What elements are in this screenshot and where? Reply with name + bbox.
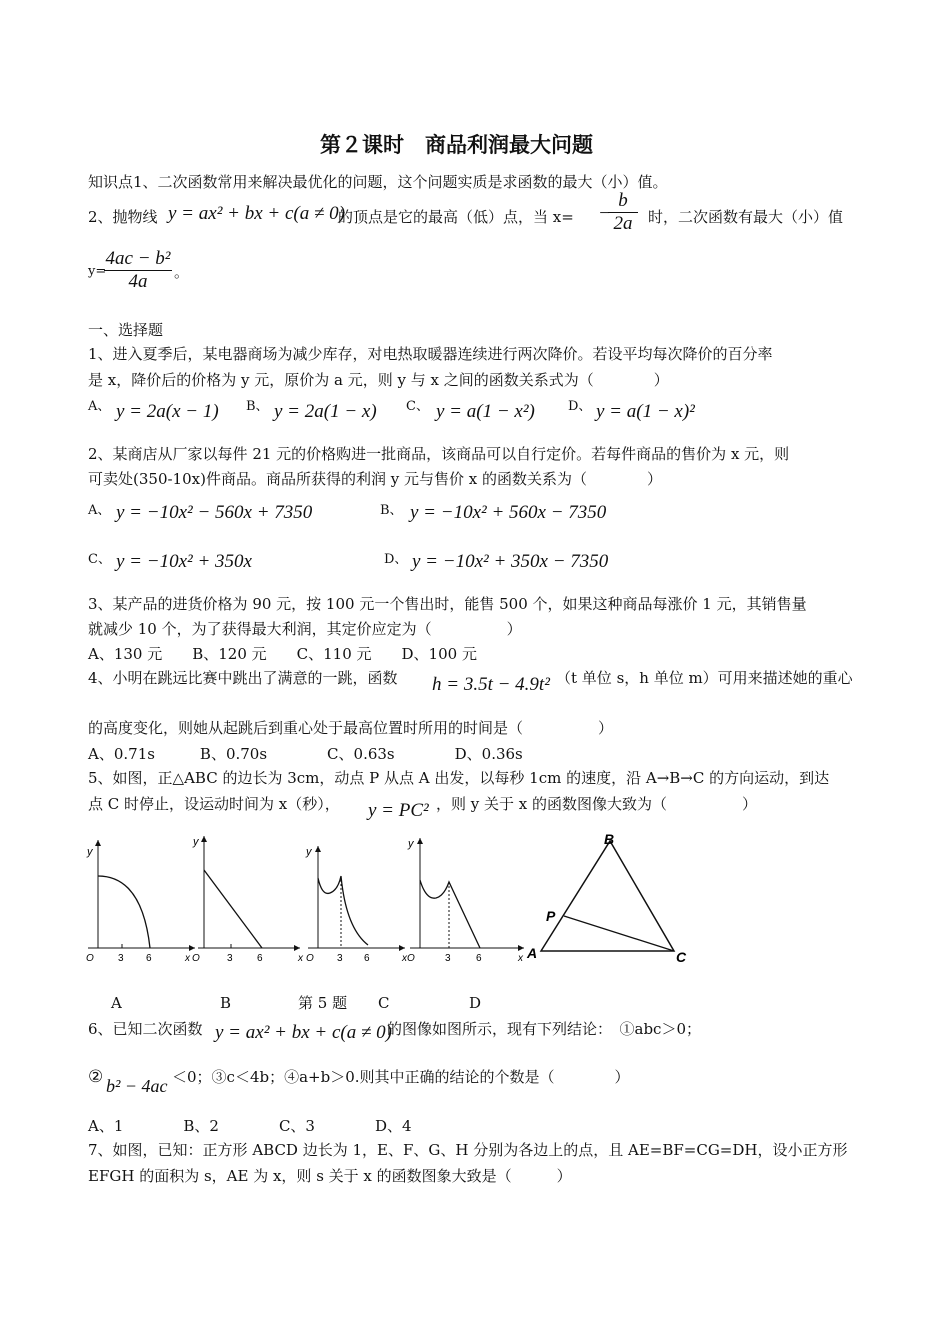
graph-a-tick-6: 6	[146, 953, 152, 964]
q2-option-b: y = −10x² + 560x − 7350	[410, 502, 607, 523]
knowledge-line-1: 知识点1、二次函数常用来解决最优化的问题，这个问题实质是求函数的最大（小）值。	[88, 173, 668, 191]
graph-a-x-label: x	[185, 953, 190, 964]
q3-line-1: 3、某产品的进货价格为 90 元，按 100 元一个售出时，能售 500 个，如果这种商品每涨价 1 元，其销售量	[88, 595, 807, 613]
max-value-numerator: 4ac − b²	[105, 248, 171, 269]
q2-option-c: y = −10x² + 350x	[116, 551, 252, 572]
q7-line-1: 7、如图，已知：正方形 ABCD 边长为 1，E、F、G、H 分别为各边上的点，且 AE=BF=CG=DH，设小正方形	[88, 1141, 848, 1159]
graph-d-y-label: y	[408, 838, 414, 850]
q2-option-d: y = −10x² + 350x − 7350	[412, 551, 609, 572]
triangle-label-a: A	[527, 945, 538, 961]
parabola-formula: y = ax² + bx + c(a ≠ 0)	[168, 203, 345, 224]
graph-d-origin: O	[407, 953, 415, 964]
q2-option-b-label: B、	[380, 503, 403, 518]
q2-option-a-label: A、	[88, 503, 111, 518]
triangle-abc	[526, 831, 687, 965]
q6-line-1-prefix: 6、已知二次函数	[88, 1020, 203, 1038]
knowledge-line-2-suffix: 时，二次函数有最大（小）值	[648, 208, 844, 226]
knowledge-line-2-mid: 的顶点是它的最高（低）点，当 x=	[338, 208, 574, 226]
q4-options: A、0.71s B、0.70s C、0.63s D、0.36s	[88, 745, 523, 763]
max-value-fraction	[104, 248, 172, 293]
q6-formula: y = ax² + bx + c(a ≠ 0)	[215, 1022, 392, 1043]
q6-line-2-suffix: ＜0；③c＜4b；④a+b＞0.则其中正确的结论的个数是（ ）	[172, 1068, 630, 1086]
q5-figures	[0, 828, 950, 978]
q4-formula: h = 3.5t − 4.9t²	[432, 674, 550, 695]
graph-c-y-label: y	[306, 846, 312, 858]
graph-c-curve	[318, 876, 368, 945]
triangle-label-c: C	[676, 949, 687, 965]
q5-line-1: 5、如图，正△ABC 的边长为 3cm，动点 P 从点 A 出发，以每秒 1cm 的速度，沿 A→B→C 的方向运动，到达	[88, 769, 830, 787]
graph-b-line	[204, 870, 262, 948]
graph-b-origin: O	[192, 953, 200, 964]
graph-d-x-label: x	[518, 953, 523, 964]
q1-line-1: 1、进入夏季后，某电器商场为减少库存，对电热取暖器连续进行两次降价。若设平均每次降价的百分率	[88, 345, 773, 363]
vertex-x-denominator: 2a	[608, 212, 638, 235]
graph-c-tick-3: 3	[337, 953, 343, 964]
q6-discriminant: b² − 4ac	[106, 1076, 168, 1096]
q1-option-a: y = 2a(x − 1)	[116, 401, 219, 422]
q3-options: A、130 元 B、120 元 C、110 元 D、100 元	[88, 645, 477, 663]
max-value-prefix: y=	[88, 264, 107, 279]
graph-c-origin: O	[306, 953, 314, 964]
triangle-label-p: P	[546, 908, 556, 924]
q6-line-2-circle: ②	[88, 1067, 104, 1087]
q6-line-1-suffix: 的图像如图所示，现有下列结论： ①abc＞0；	[387, 1020, 701, 1038]
caption-c: C	[378, 994, 390, 1012]
q5-line-2-prefix: 点 C 时停止，设运动时间为 x（秒），	[88, 795, 340, 813]
graph-b-x-label: x	[298, 953, 303, 964]
graph-d-tick-3: 3	[445, 953, 451, 964]
graph-c-tick-6: 6	[364, 953, 370, 964]
graph-c-x-label: x	[402, 953, 407, 964]
q1-line-2: 是 x，降价后的价格为 y 元，原价为 a 元，则 y 与 x 之间的函数关系式为（ ）	[88, 371, 669, 389]
graph-d	[407, 838, 524, 964]
q4-line-1-prefix: 4、小明在跳远比赛中跳出了满意的一跳，函数	[88, 669, 398, 687]
section-title: 一、选择题	[88, 321, 164, 339]
vertex-x-sign: −	[598, 203, 611, 224]
graph-d-curve	[420, 880, 480, 948]
vertex-x-numerator: b	[618, 190, 628, 211]
q2-option-c-label: C、	[88, 552, 111, 567]
graph-a	[86, 840, 195, 964]
caption-b: B	[220, 994, 232, 1012]
q4-line-2: 的高度变化，则她从起跳后到重心处于最高位置时所用的时间是（ ）	[88, 719, 614, 737]
q1-option-c: y = a(1 − x²)	[436, 401, 535, 422]
q5-formula: y = PC²	[368, 800, 429, 821]
knowledge-line-2-prefix: 2、抛物线	[88, 208, 158, 226]
caption-figure-5: 第 5 题	[298, 994, 348, 1012]
q2-line-1: 2、某商店从厂家以每件 21 元的价格购进一批商品，该商品可以自行定价。若每件商品的售价为 x 元，则	[88, 445, 790, 463]
graph-c	[305, 846, 408, 964]
q7-line-2: EFGH 的面积为 s，AE 为 x，则 s 关于 x 的函数图象大致是（ ）	[88, 1167, 572, 1185]
q1-option-a-label: A、	[88, 399, 111, 414]
graph-b	[192, 836, 304, 964]
graph-b-tick-6: 6	[257, 953, 263, 964]
graph-b-tick-3: 3	[227, 953, 233, 964]
graph-d-tick-6: 6	[476, 953, 482, 964]
max-value-suffix: 。	[174, 263, 190, 281]
caption-d: D	[469, 994, 482, 1012]
triangle-label-b: B	[604, 831, 615, 847]
page-title: 第２课时 商品利润最大问题	[320, 133, 593, 157]
graph-a-y-label: y	[87, 846, 93, 858]
q1-option-d: y = a(1 − x)²	[596, 401, 695, 422]
vertex-x-fraction	[608, 190, 638, 235]
caption-a: A	[111, 994, 122, 1012]
q2-option-a: y = −10x² − 560x + 7350	[116, 502, 313, 523]
q5-line-2-suffix: ，则 y 关于 x 的函数图像大致为（ ）	[436, 795, 758, 813]
q1-option-d-label: D、	[568, 399, 592, 414]
q1-option-b-label: B、	[246, 399, 269, 414]
q3-line-2: 就减少 10 个，为了获得最大利润，其定价应定为（ ）	[88, 620, 522, 638]
q1-option-c-label: C、	[406, 399, 429, 414]
q2-line-2: 可卖处(350-10x)件商品。商品所获得的利润 y 元与售价 x 的函数关系为（ ）	[88, 470, 662, 488]
q2-option-d-label: D、	[384, 552, 408, 567]
graph-b-y-label: y	[193, 836, 199, 848]
graph-a-curve	[98, 876, 150, 948]
graph-a-tick-3: 3	[118, 953, 124, 964]
max-value-denominator: 4a	[104, 270, 172, 293]
q1-option-b: y = 2a(1 − x)	[274, 401, 377, 422]
graph-a-origin: O	[86, 953, 94, 964]
q4-line-1-suffix: （t 单位 s，h 单位 m）可用来描述她的重心	[556, 669, 853, 687]
q6-options: A、1 B、2 C、3 D、4	[88, 1117, 412, 1135]
